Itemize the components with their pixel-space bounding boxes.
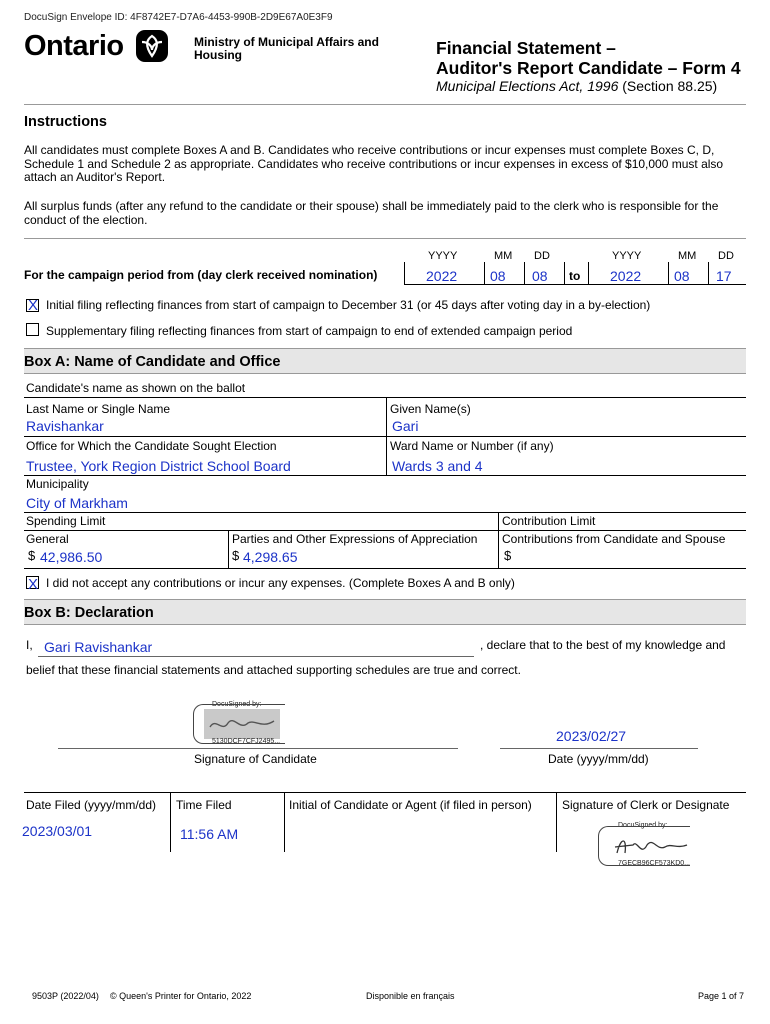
instructions-para-1: All candidates must complete Boxes A and B. Candidates who receive contributions or incur expenses must complete Boxes C, D, Schedule 1 and Schedule 2 as appropriate. Candidates who receive contributions or incur expenses in excess of $10,000 must also attach an Auditor's Report. — [24, 143, 724, 184]
from-year-field[interactable]: 2022 — [426, 268, 458, 284]
last-name-label: Last Name or Single Name — [26, 402, 171, 416]
instructions-para-2: All surplus funds (after any refund to the candidate or their spouse) shall be immediately paid to the clerk who is responsible for the conduct of the election. — [24, 199, 719, 227]
form-code: 9503P (2022/04) — [32, 991, 99, 1001]
header-divider — [24, 104, 746, 105]
initial-filing-checkbox[interactable] — [26, 299, 39, 312]
box-a-rule — [24, 512, 746, 513]
ward-label: Ward Name or Number (if any) — [390, 439, 554, 453]
box-a-header — [24, 348, 746, 374]
declaration-date-field[interactable]: 2023/02/27 — [556, 728, 627, 744]
box-a-col-sep — [228, 530, 229, 568]
no-contributions-checkbox[interactable] — [26, 576, 39, 593]
french-available-link[interactable]: Disponible en français — [366, 991, 455, 1001]
ontario-logo-text: Ontario — [24, 30, 124, 62]
date-line — [500, 748, 698, 749]
from-month-field[interactable]: 08 — [490, 268, 506, 284]
office-label: Office for Which the Candidate Sought Election — [26, 439, 277, 453]
to-yyyy-label: YYYY — [612, 250, 642, 262]
to-mm-label: MM — [678, 250, 697, 262]
clerk-signature-label: Signature of Clerk or Designate — [562, 798, 730, 812]
clerk-signature-code: 7GECB96CF573KD0... — [618, 860, 690, 867]
last-name-field[interactable]: Ravishankar — [26, 418, 104, 434]
period-sep — [484, 262, 485, 284]
period-sep — [588, 262, 589, 284]
to-label: to — [569, 269, 581, 283]
general-limit-label: General — [26, 532, 69, 546]
general-currency: $ — [28, 548, 36, 563]
no-contributions-check-mark: X — [28, 576, 39, 593]
from-yyyy-label: YYYY — [428, 250, 458, 262]
box-a-rule — [24, 436, 746, 437]
initial-filing-check-mark: X — [28, 297, 39, 314]
initial-filing-label: Initial filing reflecting finances from start of campaign to December 31 (or 45 days after voting day in a by-election) — [46, 298, 651, 312]
contrib-currency: $ — [504, 548, 512, 563]
box-a-rule — [24, 530, 746, 531]
period-sep — [564, 262, 565, 284]
to-year-field[interactable]: 2022 — [610, 268, 642, 284]
supplementary-filing-checkbox[interactable] — [26, 323, 39, 336]
declarant-name-field[interactable]: Gari Ravishankar — [44, 639, 153, 655]
filed-table-top — [24, 792, 746, 793]
time-filed-label: Time Filed — [176, 798, 232, 812]
time-filed-field[interactable]: 11:56 AM — [180, 826, 239, 842]
clerk-signature-image — [607, 829, 697, 863]
envelope-id: DocuSign Envelope ID: 4F8742E7-D7A6-4453-990B-2D9E67A0E3F9 — [24, 12, 333, 23]
period-divider — [24, 238, 746, 239]
box-a-col-sep — [498, 512, 499, 568]
box-a-rule — [24, 475, 746, 476]
period-sep — [708, 262, 709, 284]
ministry-name: Ministry of Municipal Affairs and Housing — [194, 35, 379, 62]
date-filed-field[interactable]: 2023/03/01 — [22, 823, 93, 839]
box-a-rule — [24, 397, 746, 398]
municipality-field[interactable]: City of Markham — [26, 495, 128, 511]
declaration-i-label: I, — [26, 638, 33, 652]
box-a-heading: Box A: Name of Candidate and Office — [24, 354, 281, 370]
initial-agent-label: Initial of Candidate or Agent (if filed in person) — [289, 798, 532, 812]
candidate-docusigned-label: DocuSigned by: — [212, 701, 262, 708]
belief-text: belief that these financial statements and attached supporting schedules are true and correct. — [26, 663, 521, 677]
from-day-field[interactable]: 08 — [532, 268, 548, 284]
ward-field[interactable]: Wards 3 and 4 — [392, 458, 483, 474]
period-sep — [524, 262, 525, 284]
filed-col-sep — [170, 792, 171, 852]
from-mm-label: MM — [494, 250, 513, 262]
parties-currency: $ — [232, 548, 240, 563]
municipality-label: Municipality — [26, 477, 89, 491]
general-limit-field[interactable]: 42,986.50 — [40, 549, 103, 565]
instructions-heading: Instructions — [24, 114, 107, 130]
clerk-docusigned-label: DocuSigned by: — [618, 822, 668, 829]
ontario-trillium-icon — [136, 30, 168, 62]
form-title-line2: Auditor's Report Candidate – Form 4 — [436, 58, 741, 78]
supplementary-filing-label: Supplementary filing reflecting finances from start of campaign to end of extended campaign period — [46, 324, 573, 338]
candidate-signature-code: 5130DCF7CFJ2495... — [212, 738, 281, 745]
filed-col-sep — [556, 792, 557, 852]
contribution-limit-label: Contribution Limit — [502, 514, 596, 528]
parties-limit-label: Parties and Other Expressions of Appreciation — [232, 532, 478, 546]
given-name-label: Given Name(s) — [390, 402, 471, 416]
act-section: (Section 88.25) — [622, 78, 718, 94]
period-sep — [668, 262, 669, 284]
copyright: © Queen's Printer for Ontario, 2022 — [110, 991, 252, 1001]
parties-limit-field[interactable]: 4,298.65 — [243, 549, 298, 565]
period-sep — [404, 262, 405, 284]
box-b-heading: Box B: Declaration — [24, 605, 154, 621]
from-dd-label: DD — [534, 250, 550, 262]
to-dd-label: DD — [718, 250, 734, 262]
filed-col-sep — [284, 792, 285, 852]
to-month-field[interactable]: 08 — [674, 268, 690, 284]
date-filed-label: Date Filed (yyyy/mm/dd) — [26, 798, 157, 812]
form-title-line1: Financial Statement – — [436, 38, 616, 58]
declaration-date-label: Date (yyyy/mm/dd) — [548, 752, 649, 766]
declarant-underline — [38, 656, 474, 657]
period-label: For the campaign period from (day clerk received nomination) — [24, 268, 378, 282]
period-underline — [404, 284, 746, 285]
office-field[interactable]: Trustee, York Region District School Board — [26, 458, 291, 474]
box-b-header — [24, 599, 746, 625]
to-day-field[interactable]: 17 — [716, 268, 732, 284]
contrib-cs-label: Contributions from Candidate and Spouse — [502, 532, 726, 546]
signature-line — [58, 748, 458, 749]
act-reference — [436, 78, 717, 94]
page-number: Page 1 of 7 — [698, 991, 745, 1001]
no-contributions-label: I did not accept any contributions or incur any expenses. (Complete Boxes A and B only) — [46, 576, 515, 590]
spending-limit-label: Spending Limit — [26, 514, 106, 528]
given-name-field[interactable]: Gari — [392, 418, 419, 434]
form-title — [436, 38, 756, 78]
candidate-signature-image — [204, 709, 280, 739]
box-a-rule — [24, 568, 746, 569]
ballot-name-label: Candidate's name as shown on the ballot — [26, 381, 246, 395]
candidate-signature-label: Signature of Candidate — [194, 752, 317, 766]
act-name: Municipal Elections Act, 1996 — [436, 78, 619, 94]
declare-text: , declare that to the best of my knowledge and — [480, 638, 726, 652]
